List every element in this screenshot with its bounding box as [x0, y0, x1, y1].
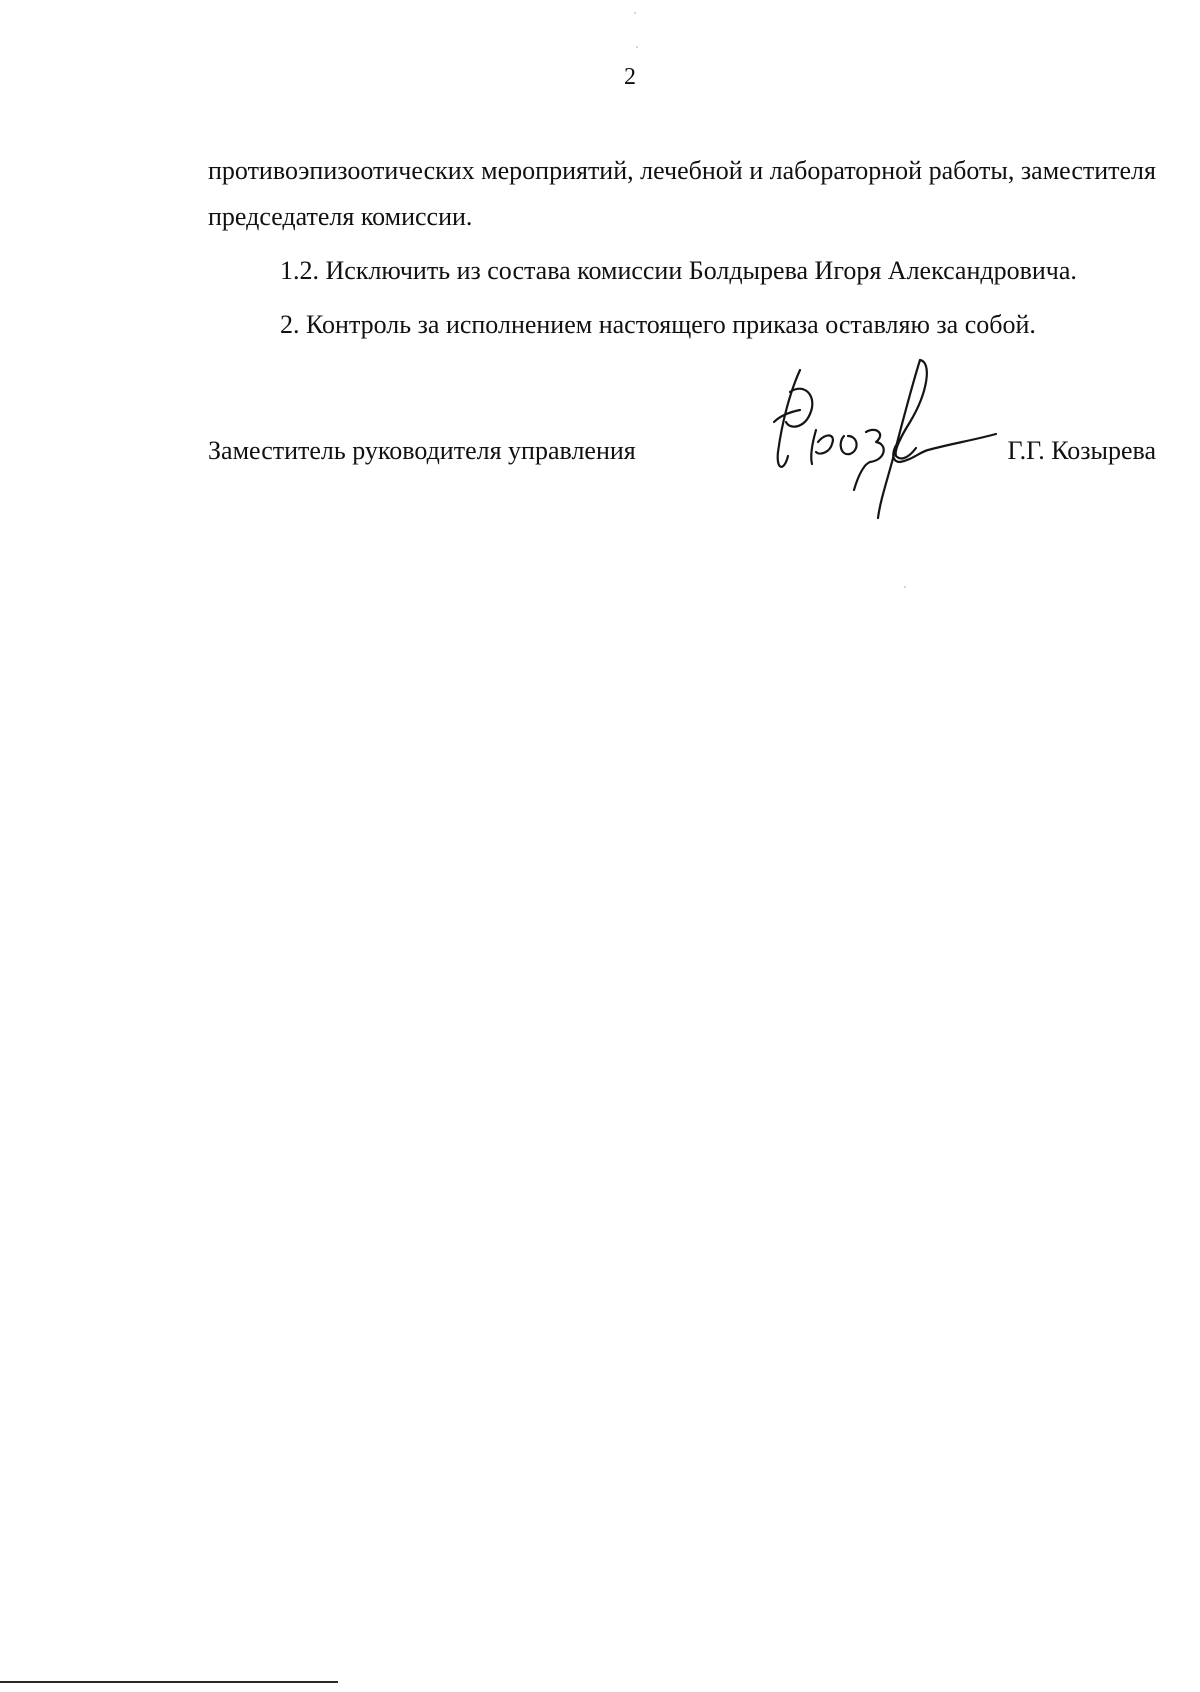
scan-speck: [634, 12, 636, 14]
scan-speck: [636, 46, 638, 48]
scan-speck: [904, 586, 906, 588]
signer-name: Г.Г. Козырева: [1007, 436, 1156, 465]
document-body: [208, 148, 1156, 348]
signer-position: Заместитель руководителя управления: [208, 436, 636, 465]
paragraph-item-2: 2. Контроль за исполнением настоящего приказа оставляю за собой.: [280, 310, 1036, 339]
page-number: 2: [624, 64, 636, 90]
signature-block: [208, 430, 1156, 480]
handwritten-signature: [760, 352, 1000, 532]
paragraph-item-1-2: 1.2. Исключить из состава комиссии Болдырева Игоря Александровича.: [280, 256, 1077, 285]
scan-edge-line: [0, 1681, 338, 1683]
paragraph-continuation: противоэпизоотических мероприятий, лечебной и лабораторной работы, заместителя председателя комиссии.: [208, 156, 1156, 231]
